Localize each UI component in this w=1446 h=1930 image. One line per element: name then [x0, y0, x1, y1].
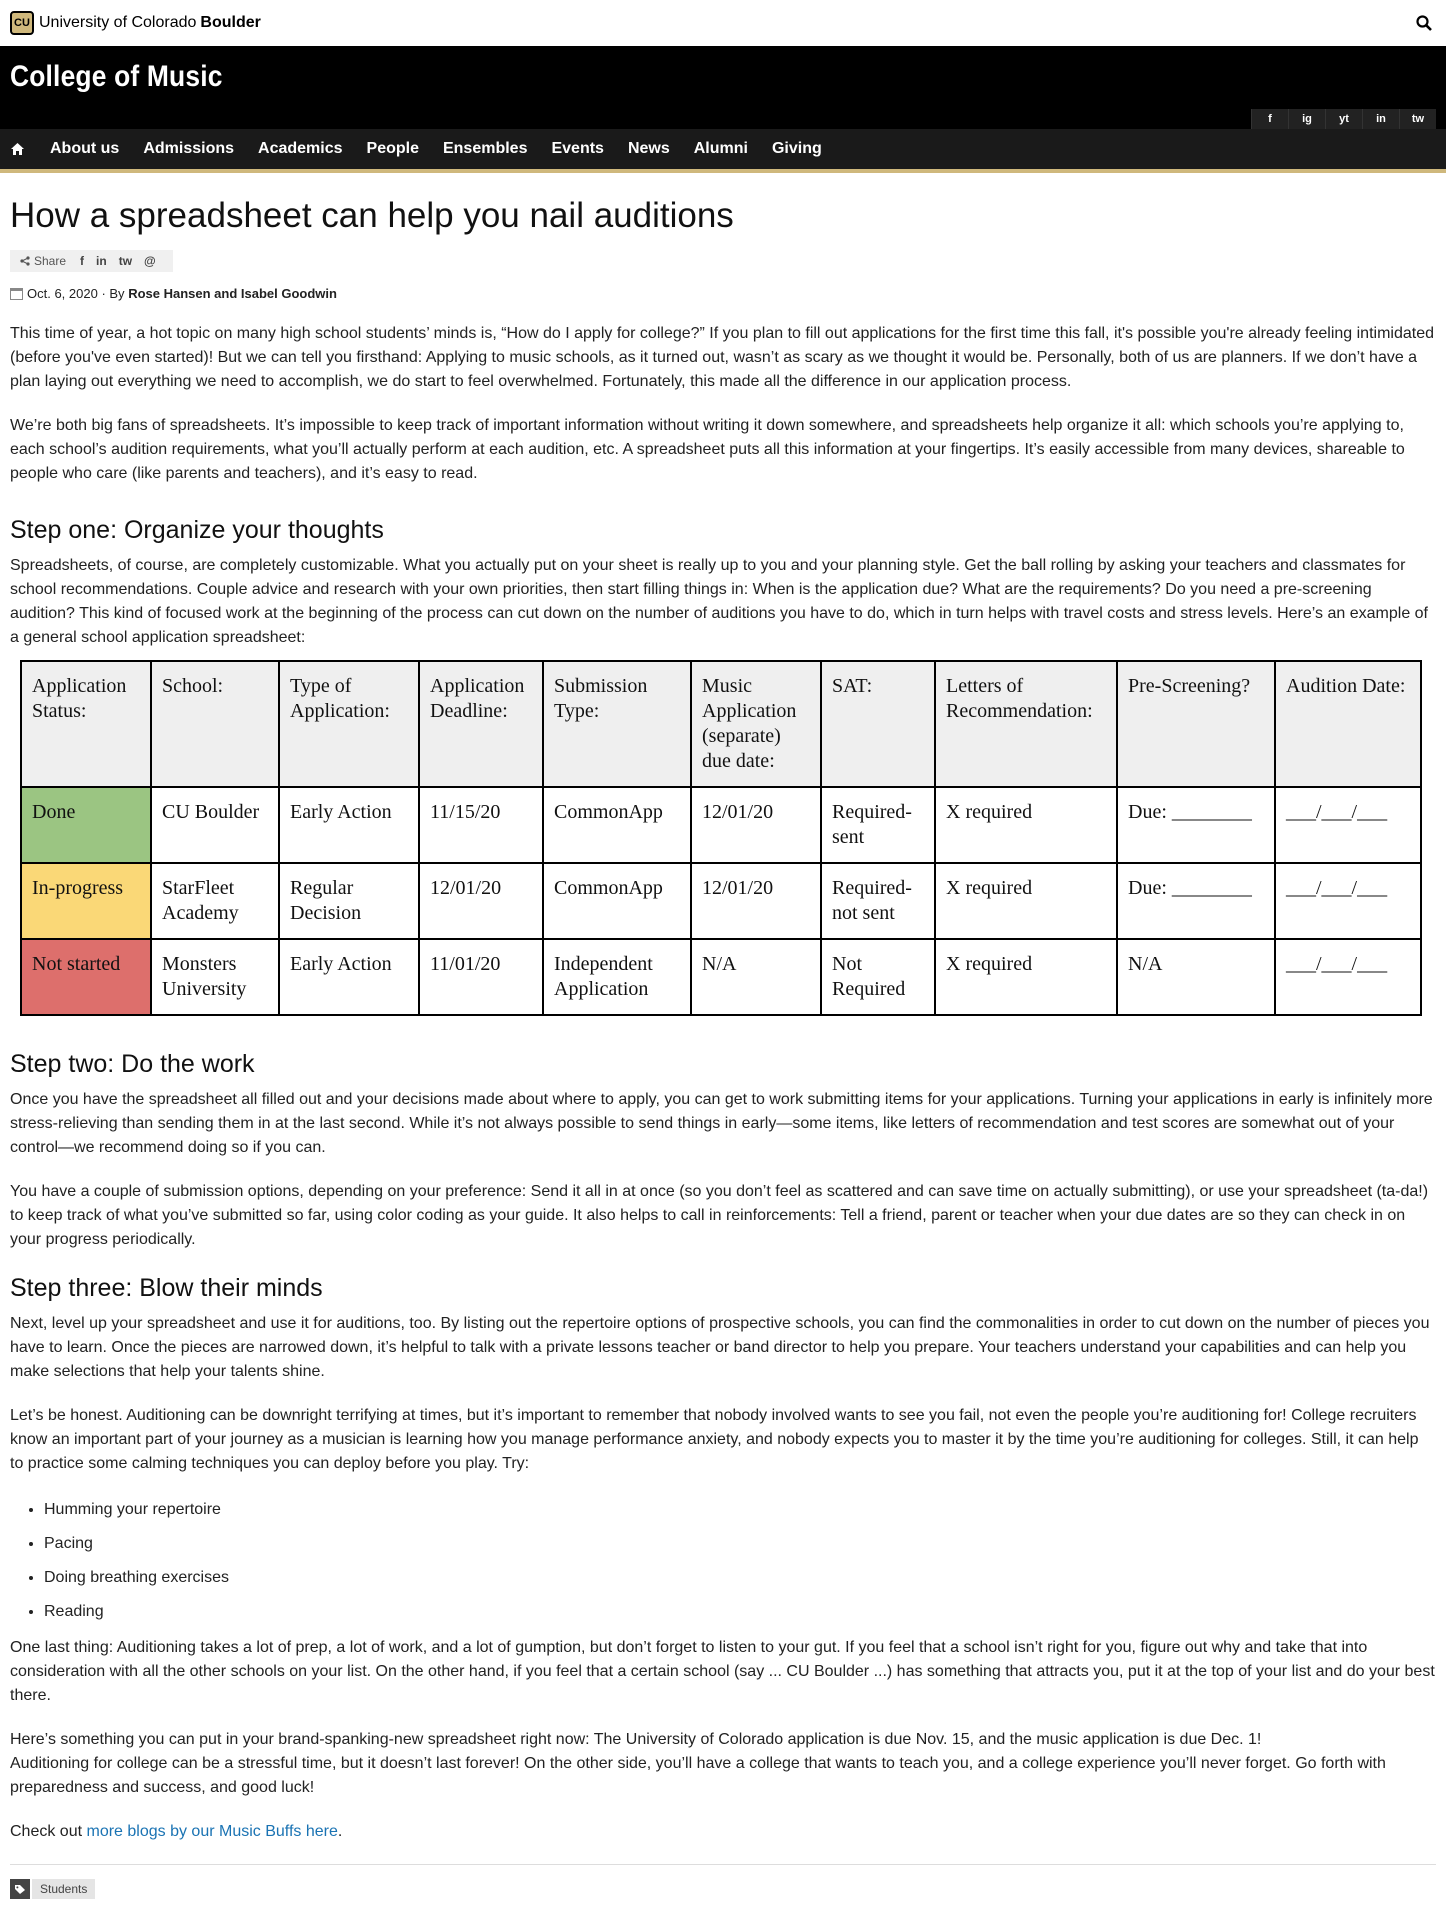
col-application-deadline: Application Deadline:: [419, 661, 543, 787]
table-cell: Due: ________: [1117, 863, 1275, 939]
article: [0, 195, 1446, 1899]
table-cell: Not Required: [821, 939, 935, 1015]
top-bar: [0, 0, 1446, 46]
col-letters-of-recommendation: Letters of Recommendation:: [935, 661, 1117, 787]
paragraph-spreadsheets: We’re both big fans of spreadsheets. It’s impossible to keep track of important information without writing it down somewhere, and spreadsheets help organize it all: which schools you’re applying to, each school’s audition requirements, what you’ll actually perform at each audition, etc. A spreadsheet puts all this information at your fingertips. It’s easily accessible from many devices, shareable to people who care (like parents and teachers), and it’s easy to read.: [10, 417, 1405, 482]
tags-row: [10, 1879, 1436, 1899]
list-item: • Doing breathing exercises: [44, 1566, 1436, 1590]
linkedin-share-icon[interactable]: in: [96, 254, 107, 268]
byline-prefix: By: [109, 286, 125, 301]
nav-alumni[interactable]: Alumni: [693, 140, 748, 157]
social-links: [1251, 109, 1436, 129]
paragraph-intro: This time of year, a hot topic on many high school students’ minds is, “How do I apply for college?” If you plan to fill out applications for the first time this fall, it's possible you're already feeling intimidated (before you've even started)! But we can tell you firsthand: Applying to music schools, as it turned out, wasn’t as scary as we thought it would be. Personally, both of us are planners. If we don’t have a plan laying out everything we need to accomplish, we do start to feel overwhelmed. Fortunately, this made all the difference in our application process.: [10, 325, 1434, 390]
calming-techniques-list: [44, 1498, 1436, 1624]
heading-step-two: Step two: Do the work: [10, 1050, 255, 1078]
article-meta: [10, 286, 1436, 301]
col-school: School:: [151, 661, 279, 787]
table-cell: 11/01/20: [419, 939, 543, 1015]
table-cell: X required: [935, 863, 1117, 939]
table-cell: 12/01/20: [691, 787, 821, 863]
nav-ensembles[interactable]: Ensembles: [442, 140, 528, 157]
instagram-icon[interactable]: ig: [1288, 109, 1325, 129]
application-spreadsheet: [20, 660, 1422, 1016]
col-submission-type: Submission Type:: [543, 661, 691, 787]
tag-students[interactable]: Students: [32, 1879, 95, 1899]
calendar-icon: [10, 288, 23, 300]
nav-academics[interactable]: Academics: [258, 140, 343, 157]
email-share-icon[interactable]: @: [144, 254, 156, 268]
twitter-share-icon[interactable]: tw: [118, 254, 133, 268]
table-cell: Due: ________: [1117, 787, 1275, 863]
table-cell: X required: [935, 939, 1117, 1015]
col-music-application-due: Music Application (separate) due date:: [691, 661, 821, 787]
table-cell: N/A: [1117, 939, 1275, 1015]
col-pre-screening: Pre-Screening?: [1117, 661, 1275, 787]
site-banner: [0, 46, 1446, 129]
heading-step-three: Step three: Blow their minds: [10, 1274, 323, 1302]
table-cell: 11/15/20: [419, 787, 543, 863]
brand-prefix: University of Colorado: [39, 14, 197, 31]
home-icon[interactable]: [10, 141, 26, 157]
publish-date: Oct. 6, 2020: [27, 286, 98, 301]
tag-icon: [10, 1879, 30, 1899]
table-cell: ___/___/___: [1275, 939, 1421, 1015]
youtube-icon[interactable]: yt: [1325, 109, 1362, 129]
nav-giving[interactable]: Giving: [771, 140, 822, 157]
table-cell: Required-not sent: [821, 863, 935, 939]
paragraph-due-dates: Here’s something you can put in your brand-spanking-new spreadsheet right now: The University of Colorado application is due Nov. 15, and the music application is due Dec. 1!: [10, 1731, 1262, 1748]
paragraph-good-luck: Auditioning for college can be a stressful time, but it doesn’t last forever! On the other side, you’ll have a college that wants to teach you, and a college experience you’ll never forget. Go forth with preparedness and success, and good luck!: [10, 1755, 1386, 1796]
paragraph-step-two: Once you have the spreadsheet all filled out and your decisions made about where to apply, you can get to work submitting items for your applications. Turning your applications in early is infinitely more stress-relieving than sending them in at the last second. While it’s not always possible to send things in early—some items, like letters of recommendation and test scores are somewhat out of your control—we recommend doing so if you can.: [10, 1091, 1433, 1156]
nav-admissions[interactable]: Admissions: [143, 140, 235, 157]
cu-logo-icon: CU: [10, 11, 34, 35]
table-cell: ___/___/___: [1275, 787, 1421, 863]
nav-about-us[interactable]: About us: [50, 140, 120, 157]
facebook-share-icon[interactable]: f: [80, 254, 85, 268]
col-type-of-application: Type of Application:: [279, 661, 419, 787]
list-item: • Humming your repertoire: [44, 1498, 1436, 1522]
paragraph-step-three: Next, level up your spreadsheet and use it for auditions, too. By listing out the repertoire options of prospective schools, you can find the commonalities in order to cut down on the number of pieces you have to learn. Once the pieces are narrowed down, it’s helpful to talk with a private lessons teacher or band director to help you prepare. Your teachers understand your capabilities and can help you make selections that help your talents shine.: [10, 1315, 1430, 1380]
share-button[interactable]: [20, 254, 66, 268]
table-cell: Independent Application: [543, 939, 691, 1015]
table-row: [21, 939, 1421, 1015]
table-cell: ___/___/___: [1275, 863, 1421, 939]
college-title[interactable]: College of Music: [10, 60, 223, 93]
table-cell: Early Action: [279, 787, 419, 863]
checkout-suffix: .: [337, 1823, 343, 1840]
table-cell: X required: [935, 787, 1117, 863]
nav-news[interactable]: News: [627, 140, 670, 157]
facebook-icon[interactable]: f: [1251, 109, 1288, 129]
share-icon: [20, 256, 30, 266]
main-nav: [0, 129, 1446, 173]
table-cell: CommonApp: [543, 863, 691, 939]
table-header-row: [21, 661, 1421, 787]
nav-people[interactable]: People: [366, 140, 419, 157]
status-cell-in-progress: In-progress: [21, 863, 151, 939]
more-blogs-link[interactable]: more blogs by our Music Buffs here: [86, 1823, 338, 1840]
byline-authors: Rose Hansen and Isabel Goodwin: [128, 286, 337, 301]
list-item: • Pacing: [44, 1532, 1436, 1556]
col-application-status: Application Status:: [21, 661, 151, 787]
table-cell: CU Boulder: [151, 787, 279, 863]
table-cell: Early Action: [279, 939, 419, 1015]
table-cell: StarFleet Academy: [151, 863, 279, 939]
paragraph-one-last-thing: One last thing: Auditioning takes a lot of prep, a lot of work, and a lot of gumption, but don’t forget to listen to your gut. If you feel that a school isn’t right for you, figure out why and take that into consideration with all the other schools on your list. On the other hand, if you feel that a certain school (say ... CU Boulder ...) has something that attracts you, put it at the top of your list and do your best there.: [10, 1639, 1435, 1704]
table-row: [21, 787, 1421, 863]
share-label: Share: [34, 254, 67, 268]
col-sat: SAT:: [821, 661, 935, 787]
col-audition-date: Audition Date:: [1275, 661, 1421, 787]
status-cell-not-started: Not started: [21, 939, 151, 1015]
checkout-prefix: Check out: [10, 1823, 87, 1840]
divider: [10, 1864, 1436, 1865]
table-cell: 12/01/20: [419, 863, 543, 939]
paragraph-step-one: Spreadsheets, of course, are completely customizable. What you actually put on your sheet is really up to you and your planning style. Get the ball rolling by asking your teachers and classmates for school recommendations. Couple advice and research with your own priorities, then start filling things in: When is the application due? What are the requirements? Do you need a pre-screening audition? This kind of focused work at the beginning of the process can cut down on the number of auditions you have to do, which in turn helps with travel costs and stress levels. Here’s an example of a general school application spreadsheet:: [10, 557, 1428, 646]
search-icon[interactable]: [1412, 11, 1436, 35]
table-cell: N/A: [691, 939, 821, 1015]
cu-brand-link[interactable]: [10, 11, 261, 35]
nav-events[interactable]: Events: [551, 140, 604, 157]
table-cell: 12/01/20: [691, 863, 821, 939]
paragraph-check-out: [10, 1820, 1436, 1844]
status-cell-done: Done: [21, 787, 151, 863]
table-row: [21, 863, 1421, 939]
paragraph-be-honest: Let’s be honest. Auditioning can be downright terrifying at times, but it’s important to remember that nobody involved wants to see you fail, not even the people you’re auditioning for! College recruiters know an important part of your journey as a musician is learning how you manage performance anxiety, and nobody expects you to master it by the time you’re auditioning for colleges. Still, it can help to practice some calming techniques you can deploy before you play. Try:: [10, 1407, 1419, 1472]
brand-bold: Boulder: [200, 14, 261, 31]
twitter-icon[interactable]: tw: [1399, 109, 1436, 129]
paragraph-submission-options: You have a couple of submission options, depending on your preference: Send it all in at once (so you don’t feel as scattered and can save time on actually submitting), or use your spreadsheet (ta-da!) to keep track of what you’ve submitted so far, using color coding as your guide. It also helps to call in reinforcements: Tell a friend, parent or teacher when your due dates are so they can check in on your progress periodically.: [10, 1183, 1429, 1248]
share-bar: [10, 250, 173, 272]
table-cell: Required-sent: [821, 787, 935, 863]
table-cell: Monsters University: [151, 939, 279, 1015]
heading-step-one: Step one: Organize your thoughts: [10, 516, 384, 544]
article-title: How a spreadsheet can help you nail auditions: [10, 196, 734, 235]
meta-separator: ·: [97, 286, 110, 301]
table-cell: CommonApp: [543, 787, 691, 863]
table-cell: Regular Decision: [279, 863, 419, 939]
linkedin-icon[interactable]: in: [1362, 109, 1399, 129]
list-item: • Reading: [44, 1600, 1436, 1624]
